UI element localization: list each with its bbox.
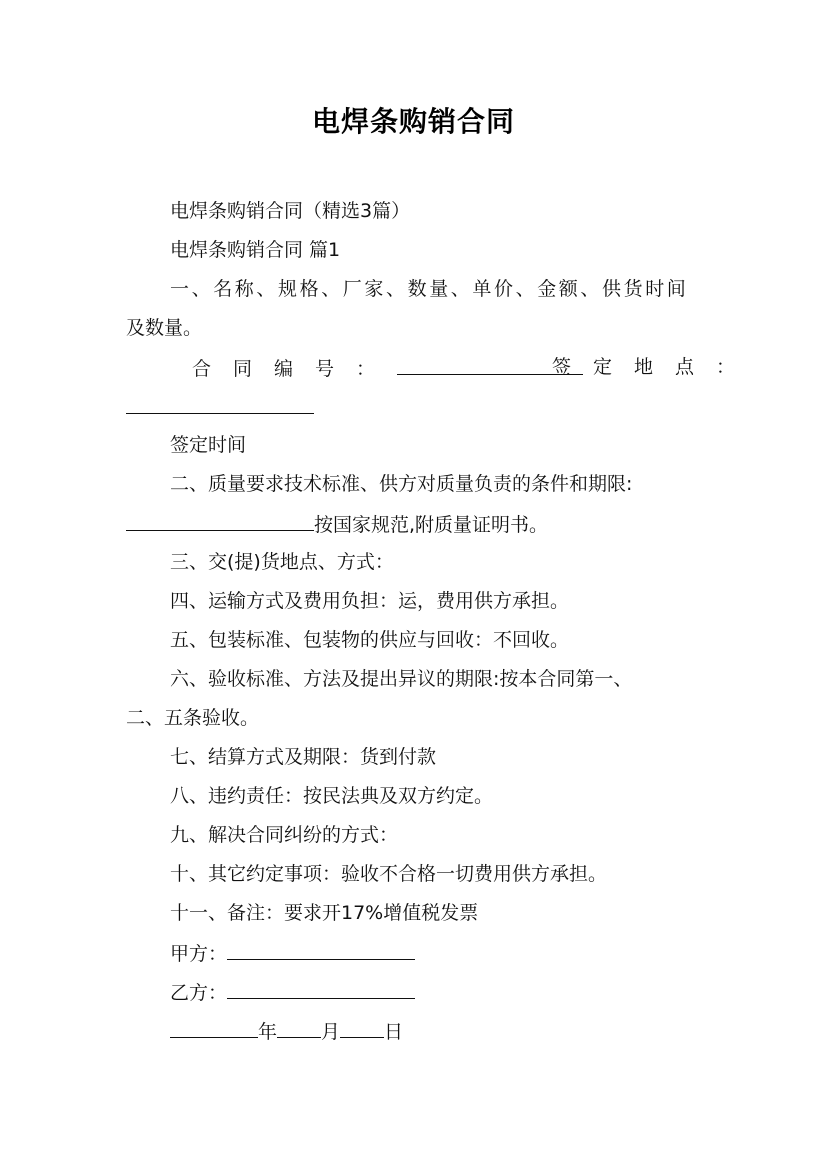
item3-line: 三、交(提)货地点、方式： [170, 551, 394, 573]
year-label: 年 [258, 1021, 278, 1043]
item9-line: 九、解决合同纠纷的方式： [170, 824, 399, 846]
party-a-label: 甲方： [170, 943, 228, 965]
item1-line-b: 及数量。 [126, 317, 203, 339]
document-title: 电焊条购销合同 [311, 105, 515, 138]
year-blank [170, 1017, 258, 1038]
item2-line-a: 二、质量要求技术标准、供方对质量负责的条件和期限: [170, 473, 633, 495]
party-b-blank [227, 978, 415, 999]
party-b-row [170, 978, 415, 1006]
item10-line: 十、其它约定事项：验收不合格一切费用供方承担。 [170, 863, 608, 885]
sign-place-row [552, 354, 757, 380]
item4-line: 四、运输方式及费用负担：运，费用供方承担。 [170, 590, 570, 612]
party-a-blank [227, 939, 415, 960]
day-blank [340, 1017, 384, 1038]
date-row [170, 1017, 403, 1045]
item7-line: 七、结算方式及期限：货到付款 [170, 746, 437, 768]
month-blank [277, 1017, 321, 1038]
item2-text-b: 按国家规范,附质量证明书。 [314, 514, 549, 536]
contract-number-row [192, 354, 583, 382]
item2-line-b [126, 510, 548, 538]
contract-number-label: 合同编号： [192, 358, 398, 380]
item11-line: 十一、备注：要求开17%增值税发票 [170, 902, 479, 924]
subtitle-line: 电焊条购销合同（精选3篇） [170, 200, 411, 222]
item6-line-b: 二、五条验收。 [126, 707, 260, 729]
sign-time-line: 签定时间 [170, 434, 247, 456]
item1-line-a: 一、名称、规格、厂家、数量、单价、金额、供货时间 [170, 278, 689, 300]
day-label: 日 [384, 1021, 404, 1043]
sign-place-blank-row [126, 393, 314, 421]
party-a-row [170, 939, 415, 967]
sign-place-blank [126, 393, 314, 414]
item6-line-a: 六、验收标准、方法及提出异议的期限:按本合同第一、 [170, 668, 633, 690]
month-label: 月 [321, 1021, 341, 1043]
item5-line: 五、包装标准、包装物的供应与回收：不回收。 [170, 629, 570, 651]
item8-line: 八、违约责任：按民法典及双方约定。 [170, 785, 494, 807]
part-label-line: 电焊条购销合同 篇1 [170, 239, 341, 261]
sign-place-label: 签定地点： [552, 356, 758, 378]
party-b-label: 乙方： [170, 982, 228, 1004]
quality-blank [126, 510, 314, 531]
